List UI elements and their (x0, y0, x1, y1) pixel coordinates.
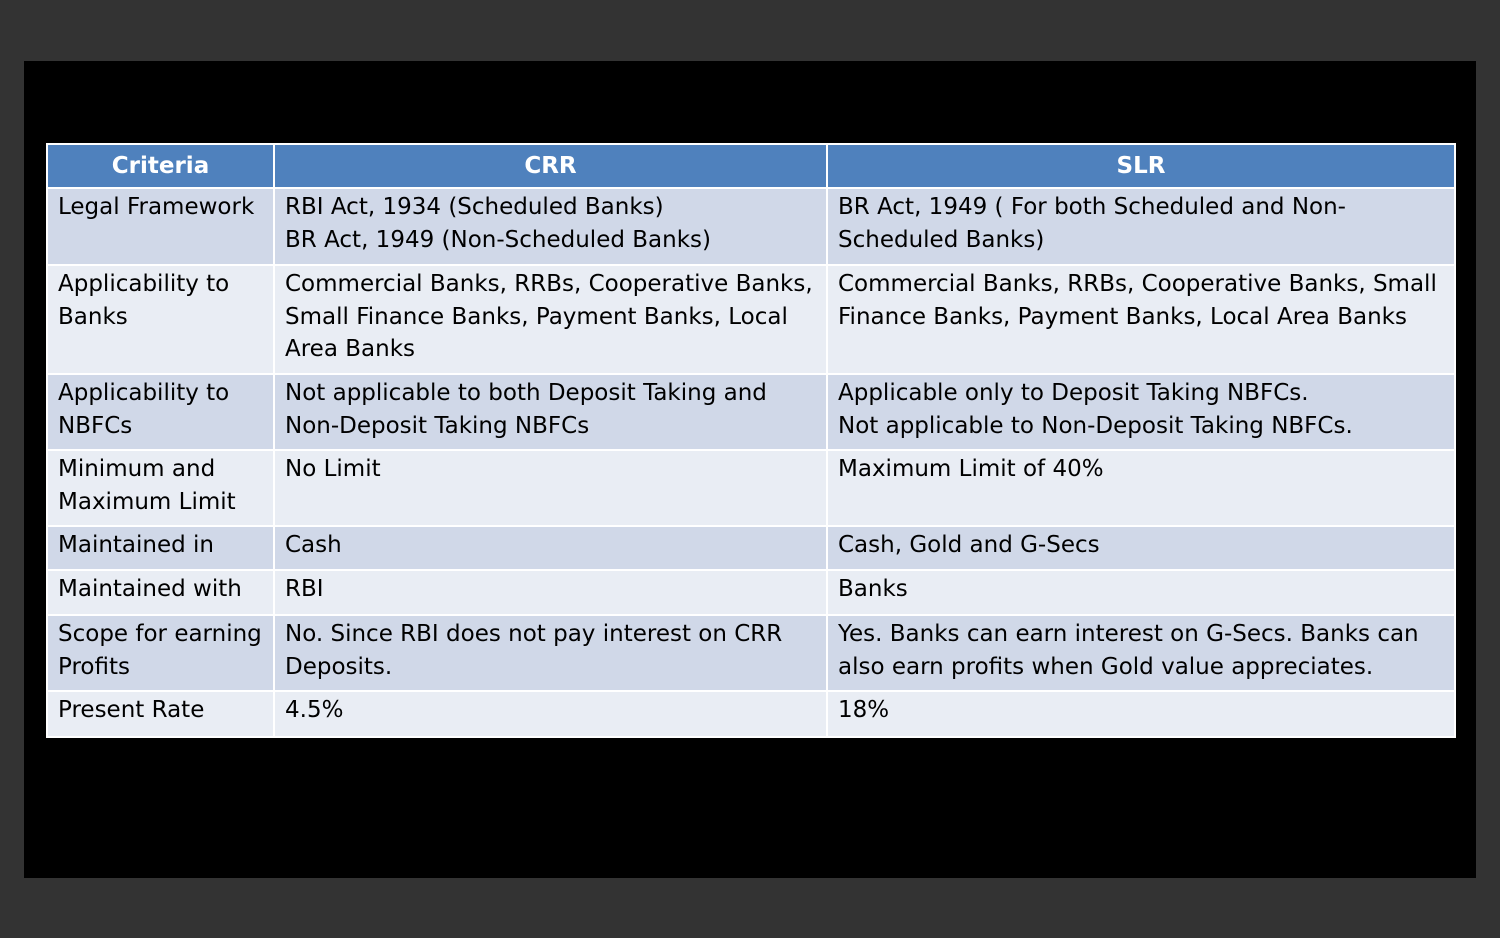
cell-criteria: Maintained with (47, 570, 274, 615)
cell-crr: 4.5% (274, 691, 827, 737)
cell-criteria: Present Rate (47, 691, 274, 737)
cell-criteria: Legal Framework (47, 188, 274, 265)
comparison-table-container (46, 143, 1454, 734)
cell-slr: Banks (827, 570, 1455, 615)
table-row-maintained-in (47, 526, 1455, 570)
cell-crr: RBI Act, 1934 (Scheduled Banks) BR Act, 1949 (Non-Scheduled Banks) (274, 188, 827, 265)
table-row-maintained-with (47, 570, 1455, 615)
cell-crr: No Limit (274, 450, 827, 526)
header-crr: CRR (274, 144, 827, 188)
cell-slr: BR Act, 1949 ( For both Scheduled and Non-Scheduled Banks) (827, 188, 1455, 265)
table-row-applicability-banks (47, 265, 1455, 374)
cell-crr: Not applicable to both Deposit Taking and Non-Deposit Taking NBFCs (274, 374, 827, 450)
cell-crr: Cash (274, 526, 827, 570)
cell-slr: Applicable only to Deposit Taking NBFCs. Not applicable to Non-Deposit Taking NBFCs. (827, 374, 1455, 450)
table-row-legal-framework (47, 188, 1455, 265)
cell-slr: Yes. Banks can earn interest on G-Secs. Banks can also earn profits when Gold value appreciates. (827, 615, 1455, 691)
cell-slr: Commercial Banks, RRBs, Cooperative Banks, Small Finance Banks, Payment Banks, Local Area Banks (827, 265, 1455, 374)
table-row-scope-profits (47, 615, 1455, 691)
table-row-present-rate (47, 691, 1455, 737)
cell-slr: 18% (827, 691, 1455, 737)
cell-slr: Maximum Limit of 40% (827, 450, 1455, 526)
table-row-applicability-nbfcs (47, 374, 1455, 450)
cell-criteria: Maintained in (47, 526, 274, 570)
cell-crr: No. Since RBI does not pay interest on CRR Deposits. (274, 615, 827, 691)
table-header-row (47, 144, 1455, 188)
cell-slr: Cash, Gold and G-Secs (827, 526, 1455, 570)
table-row-min-max-limit (47, 450, 1455, 526)
cell-criteria: Minimum and Maximum Limit (47, 450, 274, 526)
cell-criteria: Scope for earning Profits (47, 615, 274, 691)
header-slr: SLR (827, 144, 1455, 188)
crr-slr-comparison-table (46, 143, 1456, 738)
cell-criteria: Applicability to Banks (47, 265, 274, 374)
cell-crr: RBI (274, 570, 827, 615)
cell-criteria: Applicability to NBFCs (47, 374, 274, 450)
header-criteria: Criteria (47, 144, 274, 188)
cell-crr: Commercial Banks, RRBs, Cooperative Banks, Small Finance Banks, Payment Banks, Local Area Banks (274, 265, 827, 374)
